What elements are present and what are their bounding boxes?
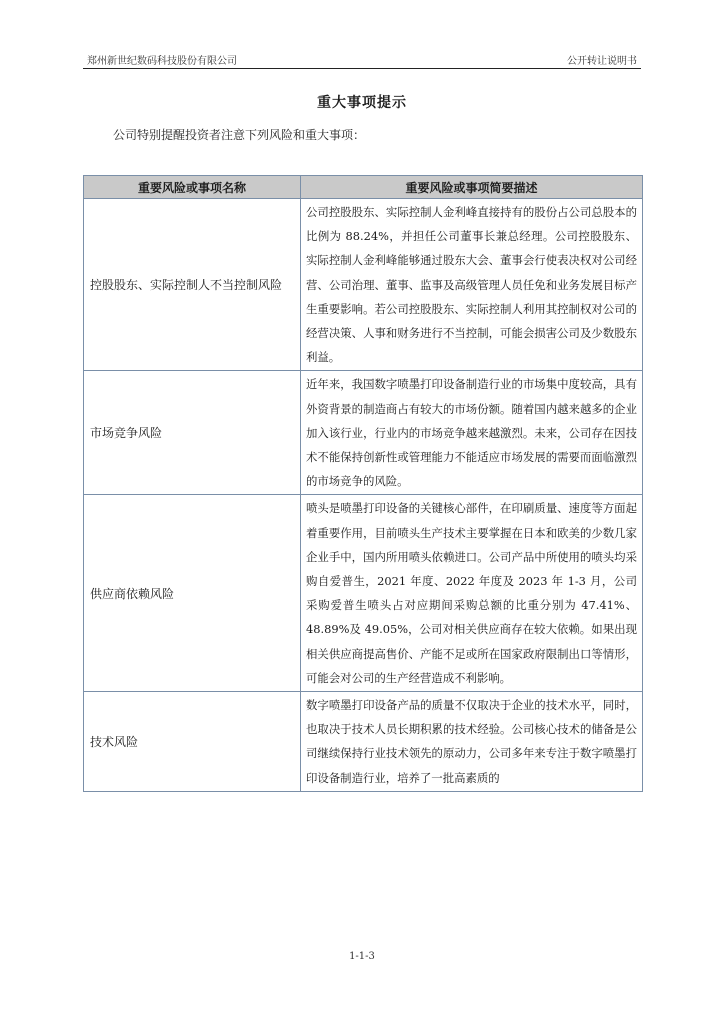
table-row [84,199,643,371]
table-row [84,371,643,495]
risk-name-cell: 控股股东、实际控制人不当控制风险 [84,199,301,371]
risk-description-cell: 数字喷墨打印设备产品的质量不仅取决于企业的技术水平，同时，也取决于技术人员长期积累的技术经验。公司核心技术的储备是公司继续保持行业技术领先的原动力，公司多年来专注于数字喷墨打印设备制造行业，培养了一批高素质的 [301,692,643,792]
table-header-row [84,176,643,199]
intro-text: 公司特别提醒投资者注意下列风险和重大事项： [113,128,366,142]
risk-description-cell: 公司控股股东、实际控制人金利峰直接持有的股份占公司总股本的比例为 88.24%，并担任公司董事长兼总经理。公司控股股东、实际控制人金利峰能够通过股东大会、董事会行使表决权对公司经营、公司治理、董事、监事及高级管理人员任免和业务发展目标产生重要影响。若公司控股股东、实际控制人利用其控制权对公司的经营决策、人事和财务进行不当控制，可能会损害公司及少数股东利益。 [301,199,643,371]
header-company-name: 郑州新世纪数码科技股份有限公司 [87,56,237,67]
risk-name-cell: 市场竞争风险 [84,371,301,495]
risk-description-cell: 近年来，我国数字喷墨打印设备制造行业的市场集中度较高，具有外资背景的制造商占有较大的市场份额。随着国内越来越多的企业加入该行业，行业内的市场竞争越来越激烈。未来，公司存在因技术不能保持创新性或管理能力不能适应市场发展的需要而面临激烈的市场竞争的风险。 [301,371,643,495]
risk-description-cell: 喷头是喷墨打印设备的关键核心部件，在印刷质量、速度等方面起着重要作用，目前喷头生产技术主要掌握在日本和欧美的少数几家企业手中，国内所用喷头依赖进口。公司产品中所使用的喷头均采购自爱普生，2021 年度、2022 年度及 2023 年 1-3 月，公司采购爱普生喷头占对应期间采购总额的比重分别为 47.41%、48.89%及 49.05%，公司对相关供应商存在较大依赖。如果出现相关供应商提高售价、产能不足或所在国家政府限制出口等情形，可能会对公司的生产经营造成不利影响。 [301,495,643,692]
column-header-risk-name: 重要风险或事项名称 [84,176,301,199]
table-row [84,495,643,692]
table-row [84,692,643,792]
header-document-type: 公开转让说明书 [567,56,637,67]
page-header [83,50,641,69]
risk-name-cell: 供应商依赖风险 [84,495,301,692]
risk-table [83,175,643,792]
risk-name-cell: 技术风险 [84,692,301,792]
page-number: 1-1-3 [349,951,375,962]
column-header-risk-description: 重要风险或事项简要描述 [301,176,643,199]
section-title: 重大事项提示 [317,95,407,111]
